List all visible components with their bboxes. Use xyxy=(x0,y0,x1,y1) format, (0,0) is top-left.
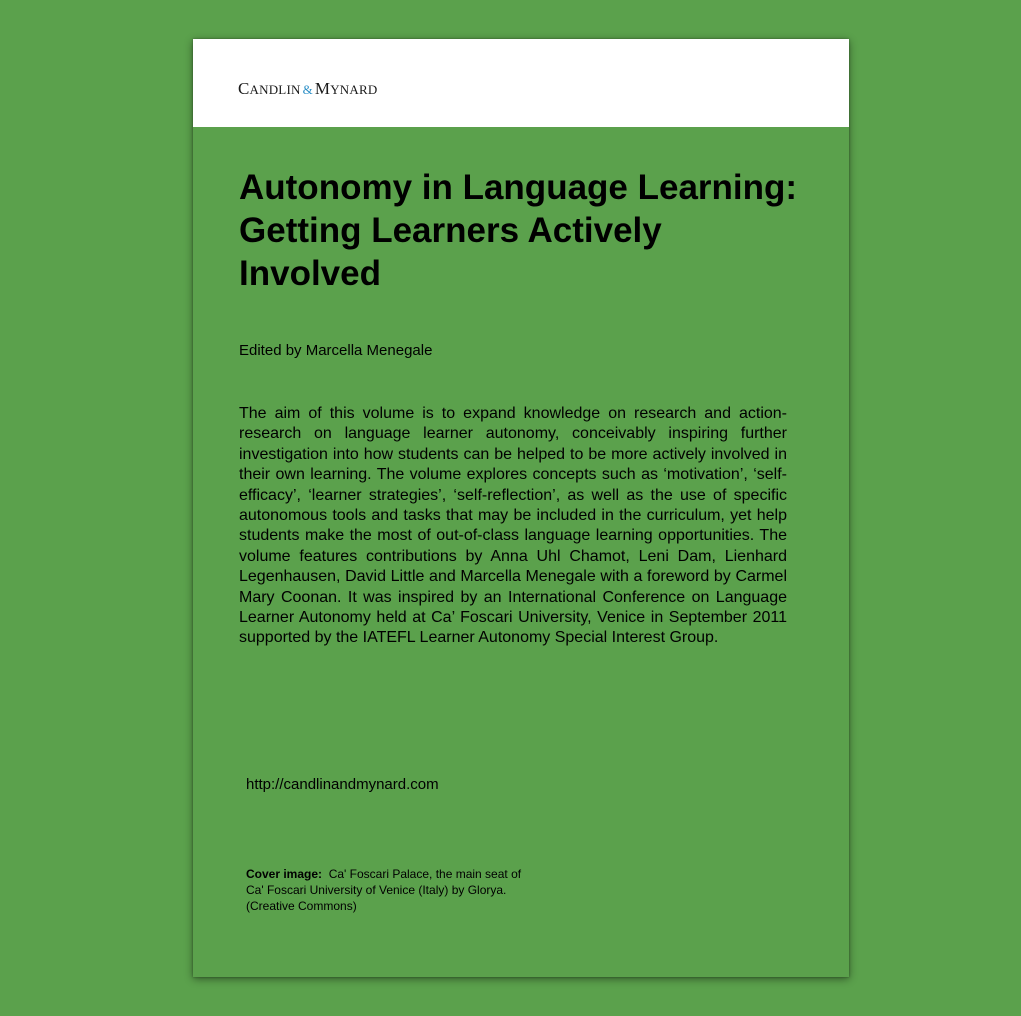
publisher-url[interactable]: http://candlinandmynard.com xyxy=(246,776,439,793)
header-band xyxy=(193,39,849,127)
logo-name-first: CANDLIN xyxy=(238,79,301,98)
publisher-logo xyxy=(238,79,377,99)
book-description: The aim of this volume is to expand knowledge on research and action-research on language learner autonomy, conceivably inspiring further investigation into how students can be helped to be more actively involved in their own learning. The volume explores concepts such as ‘motivation’, ‘self-efficacy’, ‘learner strategies’, ‘self-reflection’, as well as the use of specific autonomous tools and tasks that may be included in the curriculum, yet help students make the most of out-of-class language learning opportunities. The volume features contributions by Anna Uhl Chamot, Leni Dam, Lienhard Legenhausen, David Little and Marcella Menegale with a foreword by Carmel Mary Coonan. It was inspired by an International Conference on Language Learner Autonomy held at Ca’ Foscari University, Venice in September 2011 supported by the IATEFL Learner Autonomy Special Interest Group. xyxy=(239,405,787,647)
book-title: Autonomy in Language Learning: Getting Learners Actively Involved xyxy=(239,168,798,293)
credit-line-3: (Creative Commons) xyxy=(246,899,357,913)
editor-line: Edited by Marcella Menegale xyxy=(239,342,433,359)
credit-line-1: Ca' Foscari Palace, the main seat of xyxy=(328,867,522,881)
logo-ampersand: & xyxy=(302,82,313,97)
book-back-cover xyxy=(193,39,849,977)
credit-line-2: Ca' Foscari University of Venice (Italy) by Glorya. xyxy=(246,883,507,897)
cover-image-credit xyxy=(246,866,566,914)
logo-name-second: MYNARD xyxy=(314,79,378,98)
credit-label: Cover image: xyxy=(246,867,323,881)
